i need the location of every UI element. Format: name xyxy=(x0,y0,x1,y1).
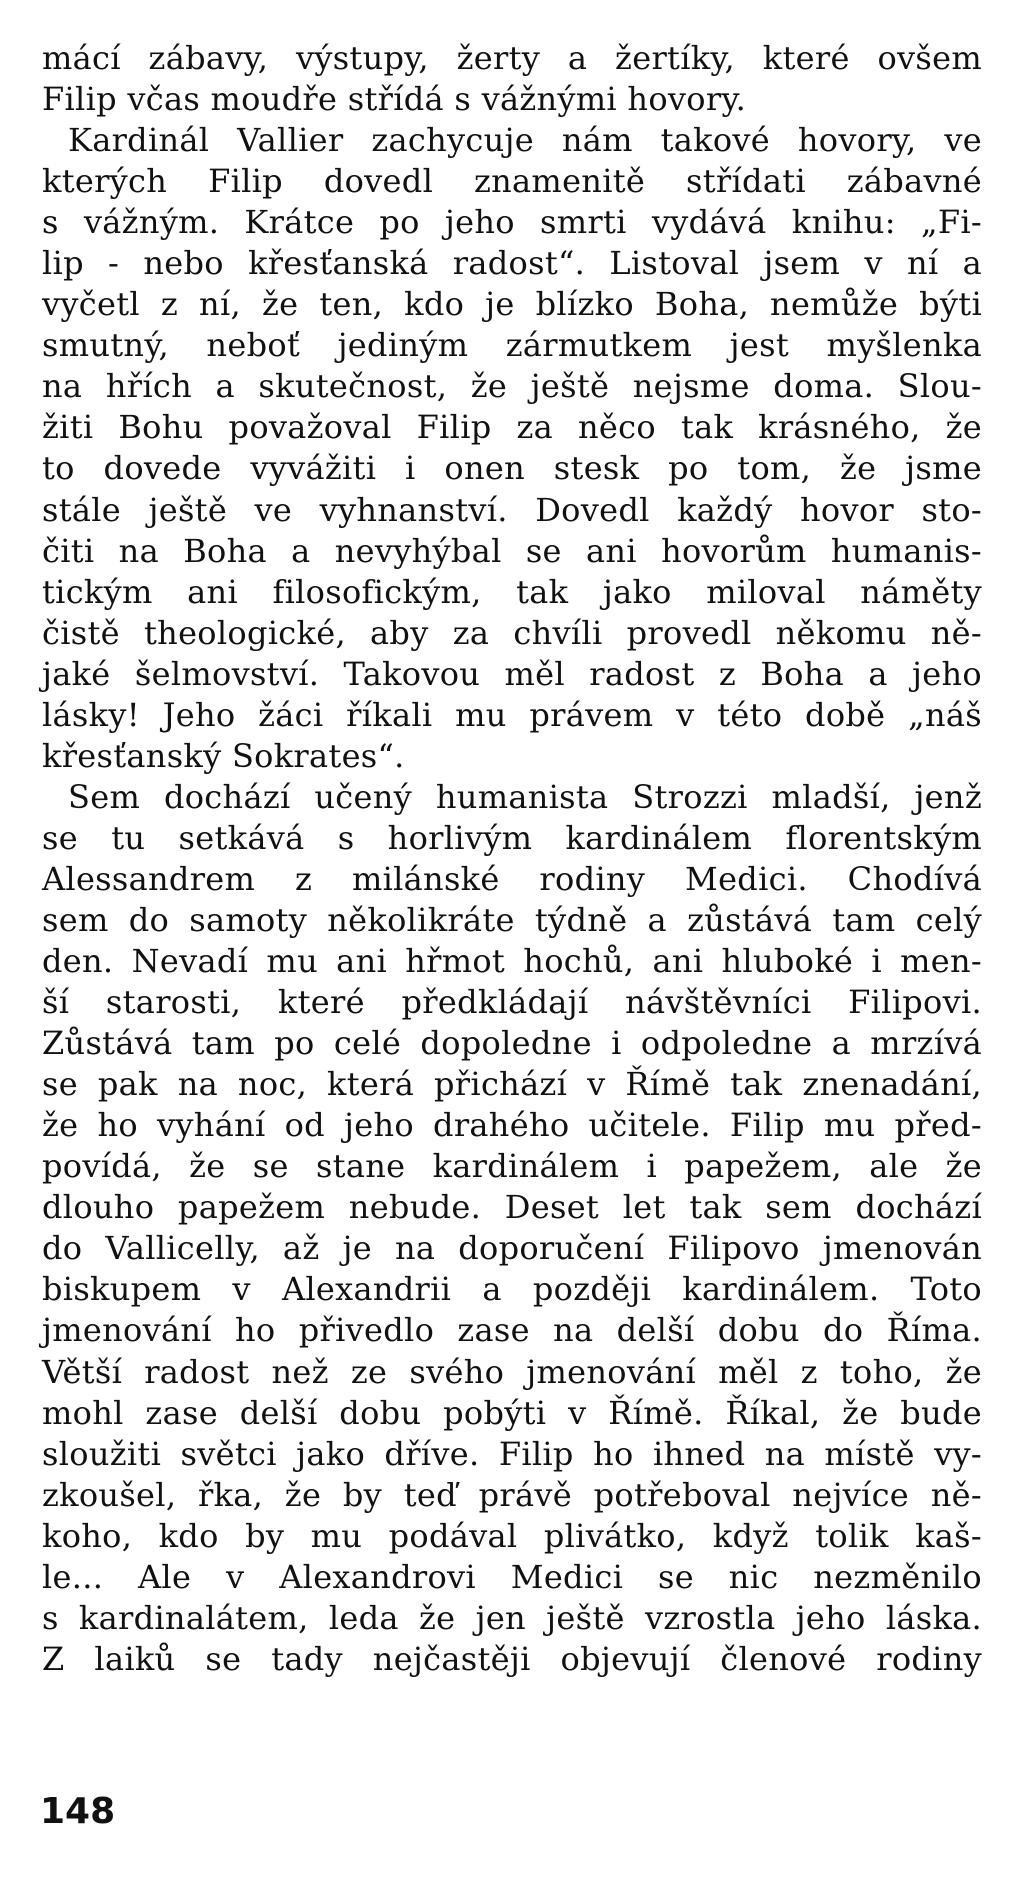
text-line: křesťanský Sokrates“. xyxy=(42,736,405,775)
text-line: koho, kdo by mu podával plivátko, když tolik kaš- xyxy=(42,1516,982,1555)
text-line: lip - nebo křesťanská radost“. Listoval jsem v ní a xyxy=(42,244,982,283)
text-line: Sem dochází učený humanista Strozzi mladší, jenž xyxy=(68,777,982,816)
text-line: to dovede vyvážiti i onen stesk po tom, že jsme xyxy=(42,449,982,488)
text-line: Zůstává tam po celé dopoledne i odpoledne a mrzívá xyxy=(42,1024,982,1063)
text-line: čiti na Boha a nevyhýbal se ani hovorům humanis- xyxy=(42,531,982,570)
text-line: žiti Bohu považoval Filip za něco tak krásného, že xyxy=(42,408,982,447)
text-line: le... Ale v Alexandrovi Medici se nic nezměnilo xyxy=(42,1557,982,1596)
text-line: Kardinál Vallier zachycuje nám takové hovory, ve xyxy=(68,121,982,160)
text-line: lásky! Jeho žáci říkali mu právem v této době „náš xyxy=(42,695,982,734)
text-line: se pak na noc, která přichází v Římě tak znenadání, xyxy=(42,1065,982,1104)
text-line: sem do samoty několikráte týdně a zůstává tam celý xyxy=(42,900,982,939)
text-line: mácí zábavy, výstupy, žerty a žertíky, které ovšem xyxy=(42,39,982,77)
text-line: že ho vyhání od jeho drahého učitele. Filip mu před- xyxy=(42,1106,982,1145)
text-line: Z laiků se tady nejčastěji objevují členové rodiny xyxy=(42,1639,982,1678)
text-line: vyčetl z ní, že ten, kdo je blízko Boha, nemůže býti xyxy=(42,285,982,324)
text-line: sloužiti světci jako dříve. Filip ho ihned na místě vy- xyxy=(42,1434,982,1473)
text-line: ší starosti, které předkládají návštěvníci Filipovi. xyxy=(42,983,982,1022)
text-line: mohl zase delší dobu pobýti v Římě. Říkal, že bude xyxy=(42,1393,982,1432)
text-line: povídá, že se stane kardinálem i papežem, ale že xyxy=(42,1147,982,1186)
text-line: zkoušel, řka, že by teď právě potřeboval nejvíce ně- xyxy=(42,1475,982,1514)
text-line: Alessandrem z milánské rodiny Medici. Chodívá xyxy=(42,859,982,898)
text-line: tickým ani filosofickým, tak jako miloval náměty xyxy=(42,572,982,611)
text-line: smutný, neboť jediným zármutkem jest myšlenka xyxy=(42,326,982,365)
text-line: stále ještě ve vyhnanství. Dovedl každý hovor sto- xyxy=(42,490,982,529)
text-line: s kardinalátem, leda že jen ještě vzrostla jeho láska. xyxy=(42,1598,982,1637)
text-line: na hřích a skutečnost, že ještě nejsme doma. Slou- xyxy=(42,367,982,406)
text-line: den. Nevadí mu ani hřmot hochů, ani hluboké i men- xyxy=(42,942,982,981)
text-line: kterých Filip dovedl znamenitě střídati zábavné xyxy=(42,162,982,201)
text-line: jaké šelmovství. Takovou měl radost z Boha a jeho xyxy=(42,654,982,693)
text-line: se tu setkává s horlivým kardinálem florentským xyxy=(42,818,982,857)
body-text xyxy=(42,38,982,1680)
text-line: biskupem v Alexandrii a později kardinálem. Toto xyxy=(42,1270,982,1309)
text-line: Větší radost než ze svého jmenování měl z toho, že xyxy=(42,1352,982,1391)
text-line: do Vallicelly, až je na doporučení Filipovo jmenován xyxy=(42,1229,982,1268)
text-line: dlouho papežem nebude. Deset let tak sem dochází xyxy=(42,1188,982,1227)
text-line: s vážným. Krátce po jeho smrti vydává knihu: „Fi- xyxy=(42,203,982,242)
text-line: Filip včas moudře střídá s vážnými hovory. xyxy=(42,80,747,119)
page-number: 148 xyxy=(40,1791,116,1832)
text-line: čistě theologické, aby za chvíli provedl někomu ně- xyxy=(42,613,982,652)
text-line: jmenování ho přivedlo zase na delší dobu do Říma. xyxy=(42,1311,982,1350)
